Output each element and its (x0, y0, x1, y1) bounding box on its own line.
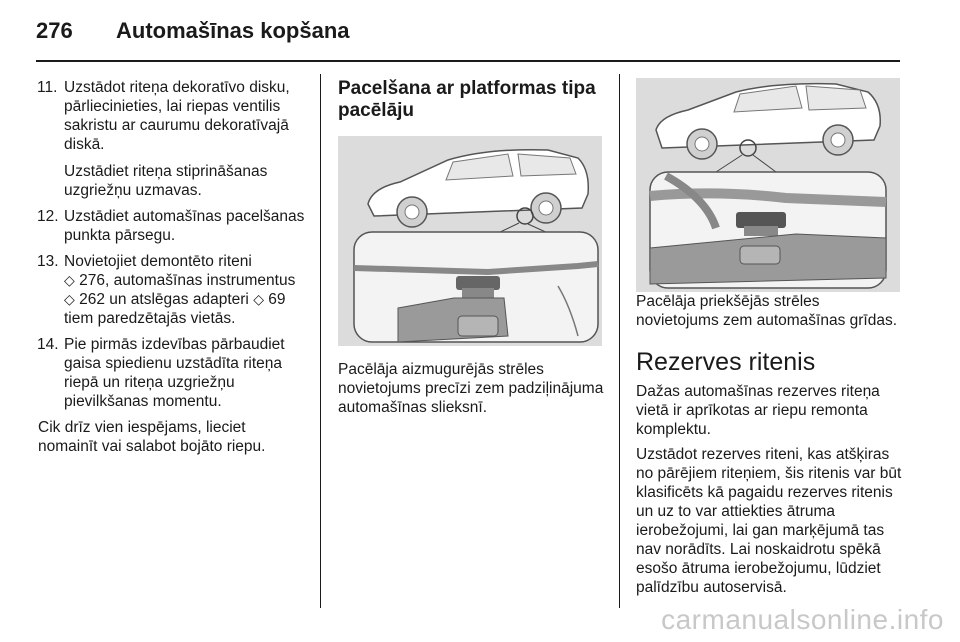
page-title: Automašīnas kopšana (116, 18, 350, 43)
paragraph: Dažas automašīnas rezerves riteņa vietā ir aprīkotas ar riepu remonta komplektu. (636, 383, 880, 438)
right-column (636, 78, 902, 603)
steps-list (38, 78, 306, 411)
closing-paragraph: Cik drīz vien iespējams, lieciet nomainīt vai salabot bojāto riepu. (38, 419, 266, 455)
list-item: 13. Novietojiet demontēto riteni ◇ 276, automašīnas instrumentus ◇ 262 un atslēgas adapteri ◇ 69 tiem paredzētajās vietās. (37, 253, 296, 327)
page-header (36, 18, 900, 58)
section-heading-spare-wheel: Rezerves ritenis (636, 348, 816, 376)
column-divider-2 (619, 74, 620, 608)
rear-lift-arm-illustration (338, 136, 602, 346)
paragraph: Uzstādot rezerves riteni, kas atšķiras no pārējiem riteņiem, šis ritenis var būt klasificēts kā pagaidu rezerves ritenis un uz to var attiekties ātruma ierobežojumi, lai gan marķējumā tas nav norādīts. Lai noskaidrotu spēkā esošo ātruma ierobežojumu, lūdziet palīdzību autoservisā. (636, 446, 902, 596)
car-lift-diagram (338, 136, 602, 346)
middle-column (338, 78, 604, 433)
list-item: 11. Uzstādot riteņa dekoratīvo disku, pārliecinieties, lai riepas ventilis sakristu ar caurumu dekoratīvajā diskā. Uzstādiet riteņa stiprināšanas uzgriežņu uzmavas. (37, 79, 290, 199)
column-divider-1 (320, 74, 321, 608)
figure-caption-front: Pacēlāja priekšējās strēles novietojums zem automašīnas grīdas. (636, 293, 898, 329)
page-number: 276 (36, 18, 73, 43)
page-ref-icon[interactable]: ◇ (253, 291, 264, 307)
section-heading-lift: Pacelšana ar platformas tipa pacēlāju (338, 78, 596, 121)
watermark: carmanualsonline.info (661, 604, 944, 635)
header-divider (36, 60, 900, 62)
page-ref-icon[interactable]: ◇ (64, 291, 75, 307)
figure-caption-rear: Pacēlāja aizmugurējās strēles novietojums precīzi zem padziļinājuma automašīnas slieksnī. (338, 361, 604, 416)
list-item: 12. Uzstādiet automašīnas pacelšanas punkta pārsegu. (37, 208, 305, 244)
left-column (38, 78, 306, 456)
front-lift-arm-illustration (636, 78, 900, 292)
page-ref-icon[interactable]: ◇ (64, 272, 75, 288)
list-item: 14. Pie pirmās izdevības pārbaudiet gaisa spiedienu uzstādīta riteņa riepā un riteņa uzgriežņu pievilkšanas momentu. (37, 336, 285, 410)
car-lift-diagram (636, 78, 900, 292)
